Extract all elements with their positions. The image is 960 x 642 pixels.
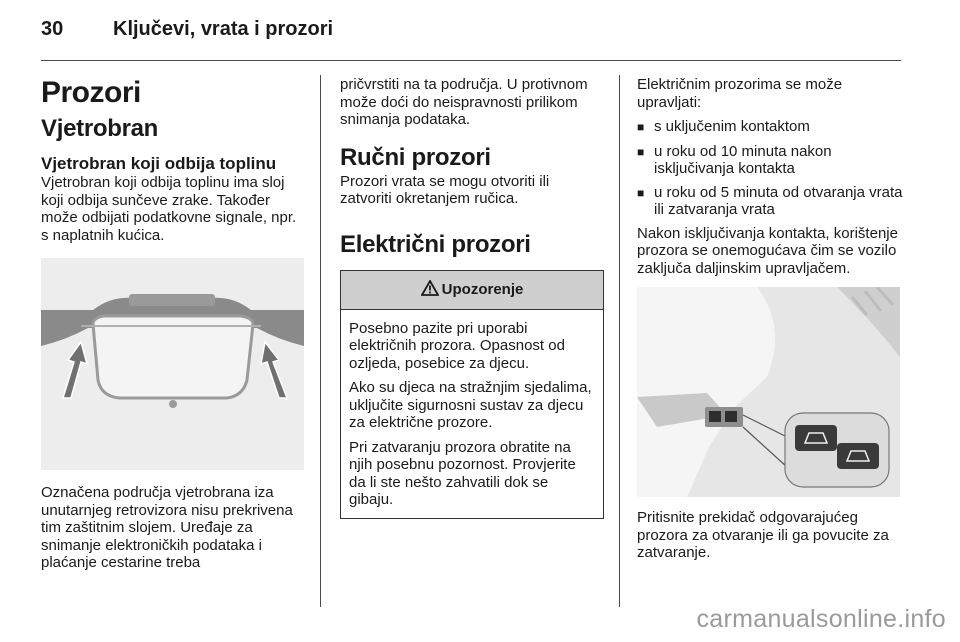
warning-triangle-icon — [421, 280, 439, 300]
heading-manual-windows: Ručni prozori — [340, 143, 491, 171]
heading-prozori: Prozori — [41, 76, 141, 109]
paragraph-disable: Nakon isključivanja kontakta, korištenje prozora se onemogućava čim se vozilo zaključa daljinskim upravljačem. — [637, 224, 898, 277]
watermark: carmanualsonline.info — [696, 605, 946, 633]
bullet-square-icon: ■ — [637, 144, 645, 159]
paragraph-press-pull: Pritisnite prekidač odgovarajućeg prozora za otvaranje ili ga povucite za zatvaranje. — [637, 509, 889, 561]
paragraph-operation: Električnim prozorima se može upravljati: — [637, 76, 843, 111]
list-item: ■ u roku od 5 minuta od otvaranja vrata ili zatvaranja vrata — [637, 183, 903, 218]
warning-paragraph-3: Pri zatvaranju prozora obratite na njih posebnu pozornost. Provjerite da li ste nešto zahvatili dok se gibaju. — [349, 438, 576, 508]
warning-header — [341, 271, 603, 310]
warning-paragraph-2: Ako su djeca na stražnjim sjedalima, uključite sigurnosni sustav za djecu za električne prozore. — [349, 379, 592, 431]
window-switch-image — [637, 287, 900, 497]
window-switch-illustration — [637, 287, 900, 497]
column-1 — [41, 76, 305, 579]
section-title: Ključevi, vrata i prozori — [113, 18, 334, 40]
heading-heat-reflecting: Vjetrobran koji odbija toplinu — [41, 154, 277, 173]
column-2 — [340, 76, 604, 519]
page-number: 30 — [41, 18, 64, 40]
paragraph-mounting: pričvrstiti na ta područja. U protivnom može doći do neispravnosti prilikom snimanja podataka. — [340, 76, 588, 128]
list-item: ■ u roku od 10 minuta nakon isključivanja kontakta — [637, 142, 832, 177]
column-3 — [637, 76, 905, 569]
column-divider-2 — [619, 75, 620, 607]
bullet-square-icon: ■ — [637, 185, 645, 200]
list-item: ■ s uključenim kontaktom — [637, 118, 810, 135]
rearview-mirror-image — [41, 258, 304, 470]
bullet-square-icon: ■ — [637, 120, 645, 134]
header-rule — [41, 60, 901, 61]
warning-paragraph-1: Posebno pazite pri uporabi električnih prozora. Opasnost od ozljeda, posebice za djecu. — [349, 319, 565, 372]
warning-body — [341, 310, 603, 518]
column-divider-1 — [320, 75, 321, 607]
paragraph-manual-windows: Prozori vrata se mogu otvoriti ili zatvoriti okretanjem ručica. — [340, 172, 550, 207]
heading-vjetrobran: Vjetrobran — [41, 115, 159, 142]
warning-title: Upozorenje — [441, 281, 524, 298]
paragraph-heat-reflecting: Vjetrobran koji odbija toplinu ima sloj koji odbija sunčeve zrake. Također može odbijati podatkovne signale, npr. s naplatnih kućica. — [41, 174, 297, 244]
paragraph-marked-areas: Označena područja vjetrobrana iza unutarnjeg retrovizora nisu prekrivena tim zaštitnim slojem. Uređaje za snimanje elektroničkih podataka i plaćanje cestarine treba — [41, 484, 293, 571]
mirror-illustration — [41, 258, 304, 470]
heading-power-windows: Električni prozori — [340, 230, 531, 258]
warning-box — [340, 270, 604, 519]
